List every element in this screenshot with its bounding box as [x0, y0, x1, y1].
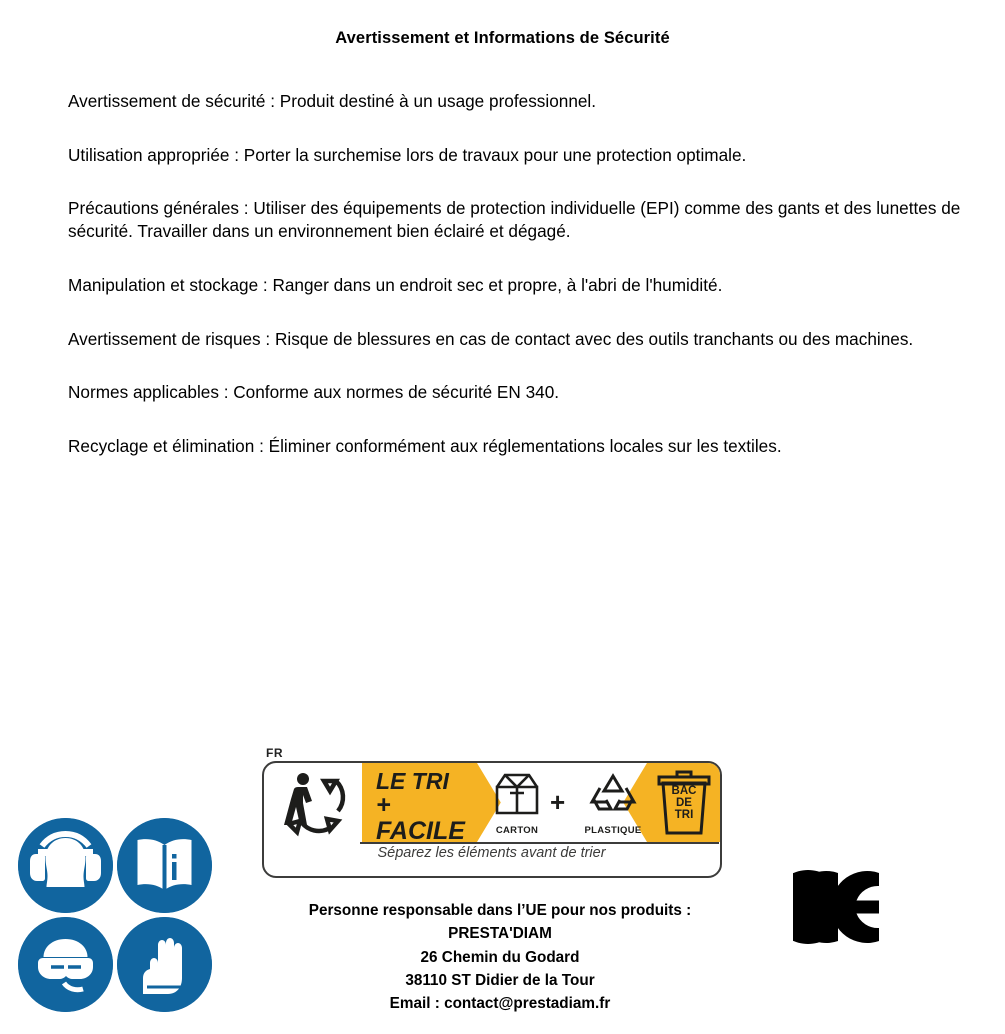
read-instructions-icon	[117, 818, 212, 913]
list-item: Avertissement de sécurité : Produit destiné à un usage professionnel.	[68, 91, 597, 111]
list-item: Manipulation et stockage : Ranger dans un endroit sec et propre, à l'abri de l'humidité.	[68, 274, 723, 295]
bin-line-2: DE	[676, 796, 692, 809]
footer-area	[0, 729, 1005, 1034]
intro-before: Personne responsable dans l’	[308, 902, 526, 919]
list-item: Recyclage et élimination : Éliminer conformément aux réglementations locales sur les textiles.	[68, 435, 782, 456]
hand-protection-icon	[117, 917, 212, 1012]
responsible-person-block	[200, 899, 800, 1015]
language-tag: FR	[266, 746, 283, 760]
plastic-caption: PLASTIQUE	[584, 825, 642, 836]
label-headline	[376, 770, 476, 844]
list-item: Utilisation appropriée : Porter la surchemise lors de travaux pour une protection optimale.	[68, 144, 747, 165]
responsible-person-intro	[200, 899, 800, 922]
address-line-2: 38110 ST Didier de la Tour	[405, 971, 595, 989]
label-headline-line1: LE TRI	[376, 768, 449, 794]
page-title: Avertissement et Informations de Sécurité	[335, 29, 670, 47]
list-item: Précautions générales : Utiliser des équipements de protection individuelle (EPI) comme des gants et des lunettes de sécurité. Travailler dans un environnement bien éclairé et dégagé.	[68, 198, 961, 242]
bin-line-1: BAC	[671, 784, 697, 797]
address-line-1: 26 Chemin du Godard	[420, 948, 580, 966]
contact-email-line: Email : contact@prestadiam.fr	[389, 995, 611, 1012]
ear-protection-icon	[18, 818, 113, 913]
triman-symbol-icon	[272, 769, 356, 837]
plus-sign: +	[550, 787, 566, 817]
eye-protection-icon	[18, 917, 113, 1012]
cardboard-caption: CARTON	[495, 825, 539, 836]
bin-line-3: TRI	[674, 809, 694, 822]
intro-after: pour nos produits :	[546, 902, 692, 919]
recycle-plastic-icon	[582, 767, 644, 819]
plastic-recycle-item	[582, 767, 644, 836]
label-headline-line2: + FACILE	[376, 791, 465, 845]
triman-recycling-label	[262, 746, 722, 878]
label-footer-text: Séparez les éléments avant de trier	[377, 845, 606, 861]
company-name: PRESTA'DIAM	[448, 925, 552, 943]
cardboard-box-item	[486, 767, 548, 836]
cardboard-box-icon	[486, 767, 548, 819]
list-item: Normes applicables : Conforme aux normes de sécurité EN 340.	[68, 382, 560, 403]
bin-label	[649, 767, 719, 839]
intro-bold: UE	[525, 902, 547, 919]
packaging-icon-group	[486, 767, 646, 843]
list-item: Avertissement de risques : Risque de blessures en cas de contact avec des outils tranchants ou des machines.	[68, 328, 914, 349]
sorting-bin-icon	[649, 767, 719, 839]
ce-conformity-mark	[793, 857, 943, 957]
triman-label-box	[262, 761, 722, 878]
safety-information-list	[0, 90, 1005, 458]
mandatory-pictogram-grid	[18, 818, 212, 1012]
